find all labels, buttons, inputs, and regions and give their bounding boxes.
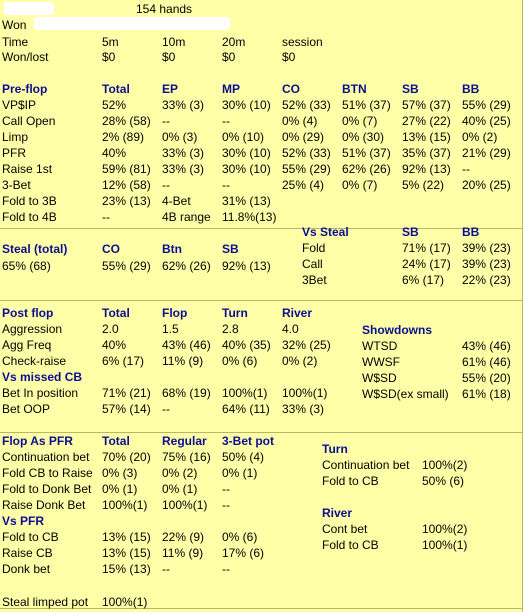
preflop-cell: 30% (10) bbox=[222, 98, 271, 112]
preflop-cell: 40% (25) bbox=[462, 114, 511, 128]
vs-steal-cell: 6% (17) bbox=[402, 273, 445, 287]
missed-cb-cell: 57% (14) bbox=[102, 402, 151, 416]
preflop-title: Pre-flop bbox=[2, 82, 48, 96]
preflop-cell: 55% (29) bbox=[462, 98, 511, 112]
preflop-header-bb: BB bbox=[462, 82, 480, 96]
preflop-row-label: 3-Bet bbox=[2, 178, 31, 192]
vs-steal-title: Vs Steal bbox=[302, 225, 349, 239]
preflop-cell: -- bbox=[222, 178, 230, 192]
showdowns-title: Showdowns bbox=[362, 323, 432, 337]
showdown-row-value: 61% (46) bbox=[462, 355, 511, 369]
flop-pfr-cell: 100%(1) bbox=[102, 498, 148, 512]
steal-limped-label: Steal limped pot bbox=[2, 595, 89, 609]
preflop-cell: 40% bbox=[102, 146, 127, 160]
preflop-cell: 92% (13) bbox=[402, 162, 451, 176]
preflop-cell: 31% (13) bbox=[222, 194, 271, 208]
vs-pfr-title: Vs PFR bbox=[2, 514, 45, 528]
preflop-header-total: Total bbox=[102, 82, 130, 96]
missed-cb-row-label: Bet OOP bbox=[2, 402, 51, 416]
vs-steal-cell: 71% (17) bbox=[402, 241, 451, 255]
vs-steal-row-label: Fold bbox=[302, 241, 326, 255]
postflop-cell: 11% (9) bbox=[162, 354, 204, 368]
steal-title: Steal (total) bbox=[2, 242, 68, 256]
steal-header-btn: Btn bbox=[162, 242, 182, 256]
preflop-cell: 21% (29) bbox=[462, 146, 511, 160]
vs-pfr-cell: 13% (15) bbox=[102, 546, 151, 560]
preflop-row-label: Limp bbox=[2, 130, 29, 144]
flop-pfr-header-total: Total bbox=[102, 434, 130, 448]
steal-limped-value: 100%(1) bbox=[102, 595, 148, 609]
time-label: Time bbox=[2, 35, 29, 49]
preflop-cell: 33% (3) bbox=[162, 98, 205, 112]
showdown-row-value: 61% (18) bbox=[462, 387, 511, 401]
postflop-title: Post flop bbox=[2, 306, 54, 320]
postflop-header-turn: Turn bbox=[222, 306, 248, 320]
steal-header-co: CO bbox=[102, 242, 120, 256]
preflop-header-sb: SB bbox=[402, 82, 419, 96]
flop-pfr-cell: 50% (4) bbox=[222, 450, 265, 464]
preflop-cell: 4B range bbox=[162, 210, 211, 224]
missed-cb-row-label: Bet In position bbox=[2, 386, 79, 400]
vs-steal-header-sb: SB bbox=[402, 225, 419, 239]
vs-pfr-cell: 22% (9) bbox=[162, 530, 205, 544]
vs-steal-cell: 24% (17) bbox=[402, 257, 451, 271]
preflop-cell: 0% (7) bbox=[342, 178, 378, 192]
vs-steal-row-label: 3Bet bbox=[302, 273, 327, 287]
postflop-row-label: Agg Freq bbox=[2, 338, 52, 352]
wonlost-5m: $0 bbox=[102, 50, 116, 64]
preflop-cell: 13% (15) bbox=[402, 130, 451, 144]
preflop-cell: 0% (7) bbox=[342, 114, 378, 128]
flop-pfr-cell: 0% (1) bbox=[162, 482, 198, 496]
flop-pfr-row-label: Fold CB to Raise bbox=[2, 466, 93, 480]
flop-pfr-row-label: Raise Donk Bet bbox=[2, 498, 86, 512]
preflop-cell: 25% (4) bbox=[282, 178, 325, 192]
flop-pfr-cell: 75% (16) bbox=[162, 450, 211, 464]
postflop-header-flop: Flop bbox=[162, 306, 188, 320]
preflop-row-label: Raise 1st bbox=[2, 162, 53, 176]
showdown-row-label: WTSD bbox=[362, 339, 398, 353]
preflop-header-co: CO bbox=[282, 82, 300, 96]
steal-btn: 62% (26) bbox=[162, 259, 211, 273]
vs-pfr-cell: 17% (6) bbox=[222, 546, 265, 560]
vs-pfr-cell: -- bbox=[162, 562, 170, 576]
preflop-cell: 51% (37) bbox=[342, 146, 391, 160]
turn-row-label: Fold to CB bbox=[322, 474, 379, 488]
turn-row-value: 100%(2) bbox=[422, 458, 468, 472]
river-row-value: 100%(2) bbox=[422, 522, 468, 536]
preflop-cell: 35% (37) bbox=[402, 146, 451, 160]
preflop-header-btn: BTN bbox=[342, 82, 367, 96]
vs-missed-cb-title: Vs missed CB bbox=[2, 370, 83, 384]
flop-pfr-cell: 70% (20) bbox=[102, 450, 151, 464]
flop-pfr-cell: -- bbox=[222, 498, 230, 512]
vs-pfr-cell: 13% (15) bbox=[102, 530, 151, 544]
preflop-cell: 59% (81) bbox=[102, 162, 151, 176]
preflop-cell: 11.8%(13) bbox=[222, 210, 277, 224]
preflop-row-label: Fold to 4B bbox=[2, 210, 57, 224]
preflop-cell: 52% (33) bbox=[282, 98, 331, 112]
preflop-cell: -- bbox=[162, 114, 170, 128]
showdown-row-label: WWSF bbox=[362, 355, 400, 369]
vs-pfr-cell: 15% (13) bbox=[102, 562, 151, 576]
river-row-value: 100%(1) bbox=[422, 538, 468, 552]
vs-pfr-cell: 0% (6) bbox=[222, 530, 258, 544]
preflop-cell: 4-Bet bbox=[162, 194, 191, 208]
flop-pfr-row-label: Fold to Donk Bet bbox=[2, 482, 92, 496]
missed-cb-cell: -- bbox=[162, 402, 170, 416]
hands-count: 154 hands bbox=[136, 2, 193, 16]
postflop-cell: 2.8 bbox=[222, 322, 239, 336]
steal-co: 55% (29) bbox=[102, 259, 151, 273]
preflop-cell: 55% (29) bbox=[282, 162, 331, 176]
preflop-cell: 0% (2) bbox=[462, 130, 498, 144]
flop-pfr-header-3bet: 3-Bet pot bbox=[222, 434, 274, 448]
preflop-row-label: Call Open bbox=[2, 114, 56, 128]
flop-pfr-cell: 0% (3) bbox=[102, 466, 138, 480]
vs-steal-row-label: Call bbox=[302, 257, 323, 271]
steal-header-sb: SB bbox=[222, 242, 239, 256]
postflop-cell: 40% bbox=[102, 338, 127, 352]
missed-cb-cell: 71% (21) bbox=[102, 386, 151, 400]
preflop-cell: 0% (3) bbox=[162, 130, 198, 144]
preflop-cell: 30% (10) bbox=[222, 162, 271, 176]
wonlost-label: Won/lost bbox=[2, 50, 49, 64]
vs-steal-cell: 39% (23) bbox=[462, 257, 511, 271]
preflop-cell: 0% (29) bbox=[282, 130, 325, 144]
flop-pfr-title: Flop As PFR bbox=[2, 434, 73, 448]
preflop-cell: 12% (58) bbox=[102, 178, 151, 192]
missed-cb-cell: 33% (3) bbox=[282, 402, 325, 416]
preflop-cell: 28% (58) bbox=[102, 114, 151, 128]
preflop-cell: 20% (25) bbox=[462, 178, 511, 192]
preflop-cell: 0% (4) bbox=[282, 114, 318, 128]
vs-steal-cell: 22% (23) bbox=[462, 273, 511, 287]
steal-sb: 92% (13) bbox=[222, 259, 271, 273]
vs-pfr-row-label: Fold to CB bbox=[2, 530, 59, 544]
preflop-cell: 51% (37) bbox=[342, 98, 391, 112]
flop-pfr-cell: 100%(1) bbox=[162, 498, 208, 512]
river-title: River bbox=[322, 506, 353, 520]
steal-total: 65% (68) bbox=[2, 259, 51, 273]
showdown-row-value: 55% (20) bbox=[462, 371, 511, 385]
preflop-cell: 33% (3) bbox=[162, 146, 205, 160]
postflop-header-river: River bbox=[282, 306, 313, 320]
postflop-cell: 2.0 bbox=[102, 322, 119, 336]
time-col-5m: 5m bbox=[102, 35, 119, 49]
preflop-cell: 62% (26) bbox=[342, 162, 391, 176]
vs-steal-header-bb: BB bbox=[462, 225, 480, 239]
preflop-cell: 2% (89) bbox=[102, 130, 145, 144]
preflop-cell: 5% (22) bbox=[402, 178, 445, 192]
river-row-label: Fold to CB bbox=[322, 538, 379, 552]
preflop-cell: 57% (37) bbox=[402, 98, 451, 112]
preflop-cell: -- bbox=[102, 210, 110, 224]
vs-pfr-cell: 11% (9) bbox=[162, 546, 204, 560]
postflop-cell: 0% (6) bbox=[222, 354, 258, 368]
river-row-label: Cont bet bbox=[322, 522, 368, 536]
postflop-row-label: Aggression bbox=[2, 322, 63, 336]
showdown-row-label: W$SD bbox=[362, 371, 397, 385]
showdown-row-value: 43% (46) bbox=[462, 339, 511, 353]
preflop-header-ep: EP bbox=[162, 82, 179, 96]
missed-cb-cell: 100%(1) bbox=[222, 386, 268, 400]
postflop-cell: 1.5 bbox=[162, 322, 179, 336]
missed-cb-cell: 68% (19) bbox=[162, 386, 211, 400]
turn-row-value: 50% (6) bbox=[422, 474, 465, 488]
vs-pfr-cell: -- bbox=[222, 562, 230, 576]
won-label: Won bbox=[2, 18, 27, 32]
postflop-cell: 0% (2) bbox=[282, 354, 318, 368]
preflop-cell: 23% (13) bbox=[102, 194, 151, 208]
flop-pfr-cell: 0% (2) bbox=[162, 466, 198, 480]
wonlost-session: $0 bbox=[282, 50, 296, 64]
preflop-cell: -- bbox=[222, 114, 230, 128]
postflop-header-total: Total bbox=[102, 306, 130, 320]
vs-pfr-row-label: Raise CB bbox=[2, 546, 53, 560]
preflop-header-mp: MP bbox=[222, 82, 240, 96]
missed-cb-cell: 64% (11) bbox=[222, 402, 270, 416]
preflop-cell: -- bbox=[162, 178, 170, 192]
redacted-won-value bbox=[34, 17, 230, 30]
preflop-row-label: Fold to 3B bbox=[2, 194, 57, 208]
vs-steal-cell: 39% (23) bbox=[462, 241, 511, 255]
flop-pfr-header-regular: Regular bbox=[162, 434, 207, 448]
postflop-cell: 6% (17) bbox=[102, 354, 145, 368]
showdown-row-label: W$SD(ex small) bbox=[362, 387, 449, 401]
flop-pfr-cell: 0% (1) bbox=[222, 466, 258, 480]
postflop-cell: 40% (35) bbox=[222, 338, 271, 352]
postflop-cell: 4.0 bbox=[282, 322, 299, 336]
postflop-cell: 32% (25) bbox=[282, 338, 331, 352]
grid-line bbox=[0, 432, 523, 433]
turn-row-label: Continuation bet bbox=[322, 458, 410, 472]
preflop-row-label: PFR bbox=[2, 146, 26, 160]
preflop-row-label: VP$IP bbox=[2, 98, 37, 112]
grid-line bbox=[0, 228, 523, 229]
preflop-cell: 52% bbox=[102, 98, 127, 112]
turn-title: Turn bbox=[322, 442, 348, 456]
vs-pfr-row-label: Donk bet bbox=[2, 562, 51, 576]
flop-pfr-cell: -- bbox=[222, 482, 230, 496]
time-col-session: session bbox=[282, 35, 323, 49]
postflop-cell: 43% (46) bbox=[162, 338, 211, 352]
wonlost-10m: $0 bbox=[162, 50, 176, 64]
preflop-cell: 0% (30) bbox=[342, 130, 385, 144]
preflop-cell: 30% (10) bbox=[222, 146, 271, 160]
preflop-cell: 0% (10) bbox=[222, 130, 265, 144]
wonlost-20m: $0 bbox=[222, 50, 236, 64]
grid-line bbox=[0, 300, 523, 301]
preflop-cell: 52% (33) bbox=[282, 146, 331, 160]
preflop-cell: 33% (3) bbox=[162, 162, 205, 176]
flop-pfr-cell: 0% (1) bbox=[102, 482, 138, 496]
preflop-cell: -- bbox=[462, 162, 470, 176]
flop-pfr-row-label: Continuation bet bbox=[2, 450, 90, 464]
redacted-player-name bbox=[4, 2, 54, 15]
missed-cb-cell: 100%(1) bbox=[282, 386, 328, 400]
time-col-10m: 10m bbox=[162, 35, 186, 49]
postflop-row-label: Check-raise bbox=[2, 354, 67, 368]
time-col-20m: 20m bbox=[222, 35, 246, 49]
preflop-cell: 27% (22) bbox=[402, 114, 451, 128]
